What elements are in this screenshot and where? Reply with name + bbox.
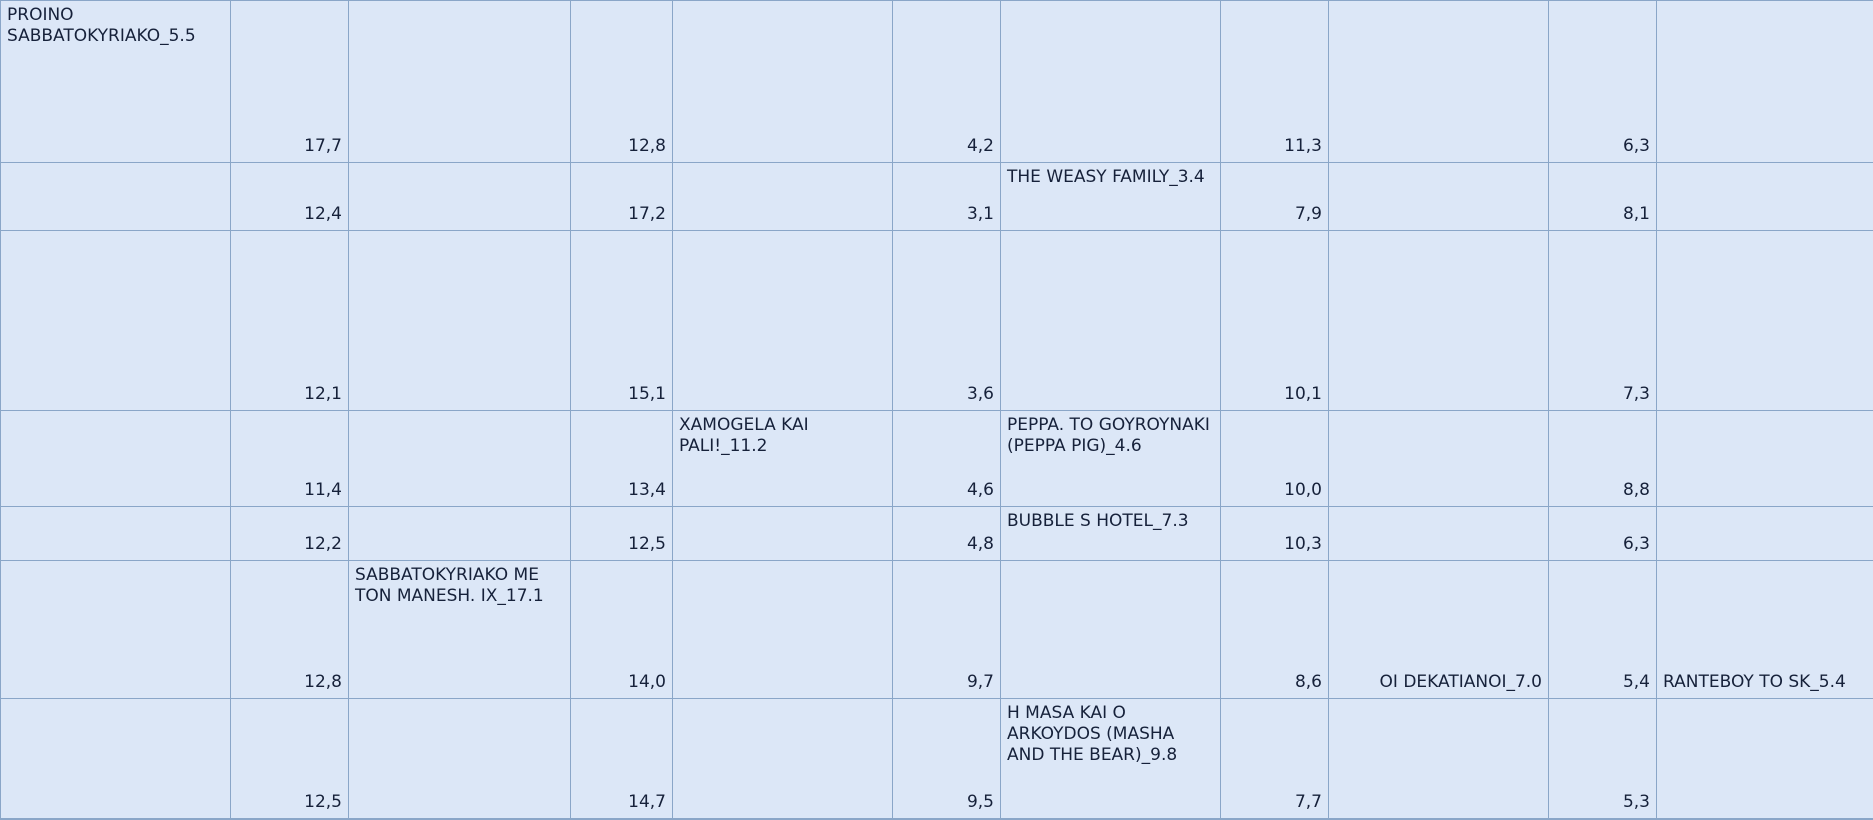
cell-b2[interactable] xyxy=(231,163,349,231)
cell-value: 3,1 xyxy=(966,204,994,224)
cell-i1[interactable] xyxy=(1329,1,1549,163)
cell-c5[interactable] xyxy=(349,507,571,561)
cell-f4[interactable] xyxy=(893,411,1001,507)
cell-value: 7,7 xyxy=(1294,792,1322,812)
cell-value: 15,1 xyxy=(628,384,666,404)
cell-i3[interactable] xyxy=(1329,231,1549,411)
cell-j6[interactable] xyxy=(1549,561,1657,699)
cell-value: 14,7 xyxy=(628,792,666,812)
cell-value: 17,7 xyxy=(304,136,342,156)
cell-e1[interactable] xyxy=(673,1,893,163)
cell-j4[interactable] xyxy=(1549,411,1657,507)
cell-e4[interactable] xyxy=(673,411,893,507)
cell-e5[interactable] xyxy=(673,507,893,561)
cell-value: 9,7 xyxy=(966,672,994,692)
cell-c7[interactable] xyxy=(349,699,571,819)
table-row xyxy=(1,163,1873,231)
table-row xyxy=(1,411,1873,507)
cell-value: 12,4 xyxy=(304,204,342,224)
cell-a4[interactable] xyxy=(1,411,231,507)
cell-text: PEPPA. TO GOYROYNAKI (PEPPA PIG)_4.6 xyxy=(1007,415,1210,456)
cell-c4[interactable] xyxy=(349,411,571,507)
cell-f3[interactable] xyxy=(893,231,1001,411)
cell-f5[interactable] xyxy=(893,507,1001,561)
cell-value: 10,0 xyxy=(1284,480,1322,500)
cell-value: 13,4 xyxy=(628,480,666,500)
cell-value: 14,0 xyxy=(628,672,666,692)
cell-a3[interactable] xyxy=(1,231,231,411)
cell-text: RANTEBOY TO SK_5.4 xyxy=(1663,672,1846,692)
cell-h3[interactable] xyxy=(1221,231,1329,411)
cell-d1[interactable] xyxy=(571,1,673,163)
cell-value: 5,3 xyxy=(1622,792,1650,812)
cell-j5[interactable] xyxy=(1549,507,1657,561)
cell-g4[interactable] xyxy=(1001,411,1221,507)
cell-a5[interactable] xyxy=(1,507,231,561)
cell-j2[interactable] xyxy=(1549,163,1657,231)
cell-i7[interactable] xyxy=(1329,699,1549,819)
cell-text: SABBATOKYRIAKO ME TON MANESH. IX_17.1 xyxy=(355,565,544,606)
cell-value: 6,3 xyxy=(1622,534,1650,554)
cell-h1[interactable] xyxy=(1221,1,1329,163)
table-row xyxy=(1,699,1873,819)
cell-e2[interactable] xyxy=(673,163,893,231)
cell-value: 8,1 xyxy=(1622,204,1650,224)
cell-text: THE WEASY FAMILY_3.4 xyxy=(1007,167,1205,187)
cell-value: 9,5 xyxy=(966,792,994,812)
cell-k3[interactable] xyxy=(1657,231,1873,411)
cell-g6[interactable] xyxy=(1001,561,1221,699)
cell-text: PROINO SABBATOKYRIAKO_5.5 xyxy=(7,5,196,46)
cell-value: 12,8 xyxy=(304,672,342,692)
cell-g7[interactable] xyxy=(1001,699,1221,819)
cell-h2[interactable] xyxy=(1221,163,1329,231)
cell-c6[interactable] xyxy=(349,561,571,699)
cell-text: BUBBLE S HOTEL_7.3 xyxy=(1007,511,1189,531)
cell-value: 4,2 xyxy=(966,136,994,156)
cell-f2[interactable] xyxy=(893,163,1001,231)
cell-value: 12,2 xyxy=(304,534,342,554)
cell-j7[interactable] xyxy=(1549,699,1657,819)
cell-value: 12,5 xyxy=(304,792,342,812)
cell-value: 7,9 xyxy=(1294,204,1322,224)
cell-a2[interactable] xyxy=(1,163,231,231)
cell-c3[interactable] xyxy=(349,231,571,411)
cell-b1[interactable] xyxy=(231,1,349,163)
cell-h5[interactable] xyxy=(1221,507,1329,561)
cell-text: H MASA KAI O ARKOYDOS (MASHA AND THE BEAR)_9.8 xyxy=(1007,703,1178,765)
cell-k2[interactable] xyxy=(1657,163,1873,231)
cell-f6[interactable] xyxy=(893,561,1001,699)
cell-h6[interactable] xyxy=(1221,561,1329,699)
cell-d2[interactable] xyxy=(571,163,673,231)
table-row xyxy=(1,231,1873,411)
cell-value: 12,5 xyxy=(628,534,666,554)
cell-c2[interactable] xyxy=(349,163,571,231)
cell-c1[interactable] xyxy=(349,1,571,163)
cell-i2[interactable] xyxy=(1329,163,1549,231)
cell-d7[interactable] xyxy=(571,699,673,819)
cell-value: 8,6 xyxy=(1294,672,1322,692)
cell-value: 8,8 xyxy=(1622,480,1650,500)
cell-e7[interactable] xyxy=(673,699,893,819)
cell-value: 5,4 xyxy=(1622,672,1650,692)
cell-h4[interactable] xyxy=(1221,411,1329,507)
cell-value: 10,1 xyxy=(1284,384,1322,404)
cell-value: 4,8 xyxy=(966,534,994,554)
cell-value: 7,3 xyxy=(1622,384,1650,404)
cell-e6[interactable] xyxy=(673,561,893,699)
cell-value: 11,4 xyxy=(304,480,342,500)
cell-g3[interactable] xyxy=(1001,231,1221,411)
cell-g5[interactable] xyxy=(1001,507,1221,561)
cell-j1[interactable] xyxy=(1549,1,1657,163)
cell-j3[interactable] xyxy=(1549,231,1657,411)
cell-b5[interactable] xyxy=(231,507,349,561)
cell-value: 6,3 xyxy=(1622,136,1650,156)
table-row xyxy=(1,507,1873,561)
cell-d6[interactable] xyxy=(571,561,673,699)
cell-value: 10,3 xyxy=(1284,534,1322,554)
cell-value: 12,8 xyxy=(628,136,666,156)
table-row xyxy=(1,561,1873,699)
cell-k4[interactable] xyxy=(1657,411,1873,507)
cell-i6[interactable] xyxy=(1329,561,1549,699)
cell-value: 17,2 xyxy=(628,204,666,224)
cell-d4[interactable] xyxy=(571,411,673,507)
cell-k5[interactable] xyxy=(1657,507,1873,561)
cell-k1[interactable] xyxy=(1657,1,1873,163)
cell-value: 11,3 xyxy=(1284,136,1322,156)
cell-a6[interactable] xyxy=(1,561,231,699)
cell-b6[interactable] xyxy=(231,561,349,699)
cell-g1[interactable] xyxy=(1001,1,1221,163)
cell-a7[interactable] xyxy=(1,699,231,819)
cell-e3[interactable] xyxy=(673,231,893,411)
cell-i5[interactable] xyxy=(1329,507,1549,561)
cell-value: 4,6 xyxy=(966,480,994,500)
cell-value: 3,6 xyxy=(966,384,994,404)
cell-i4[interactable] xyxy=(1329,411,1549,507)
cell-d5[interactable] xyxy=(571,507,673,561)
cell-f7[interactable] xyxy=(893,699,1001,819)
cell-g2[interactable] xyxy=(1001,163,1221,231)
cell-b3[interactable] xyxy=(231,231,349,411)
cell-h7[interactable] xyxy=(1221,699,1329,819)
cell-a1[interactable] xyxy=(1,1,231,163)
cell-f1[interactable] xyxy=(893,1,1001,163)
cell-b4[interactable] xyxy=(231,411,349,507)
table-row xyxy=(1,1,1873,163)
cell-d3[interactable] xyxy=(571,231,673,411)
cell-b7[interactable] xyxy=(231,699,349,819)
cell-text: XAMOGELA KAI PALI!_11.2 xyxy=(679,415,809,456)
cell-text: OI DEKATIANOI_7.0 xyxy=(1379,672,1542,692)
cell-k7[interactable] xyxy=(1657,699,1873,819)
cell-k6[interactable] xyxy=(1657,561,1873,699)
cell-value: 12,1 xyxy=(304,384,342,404)
